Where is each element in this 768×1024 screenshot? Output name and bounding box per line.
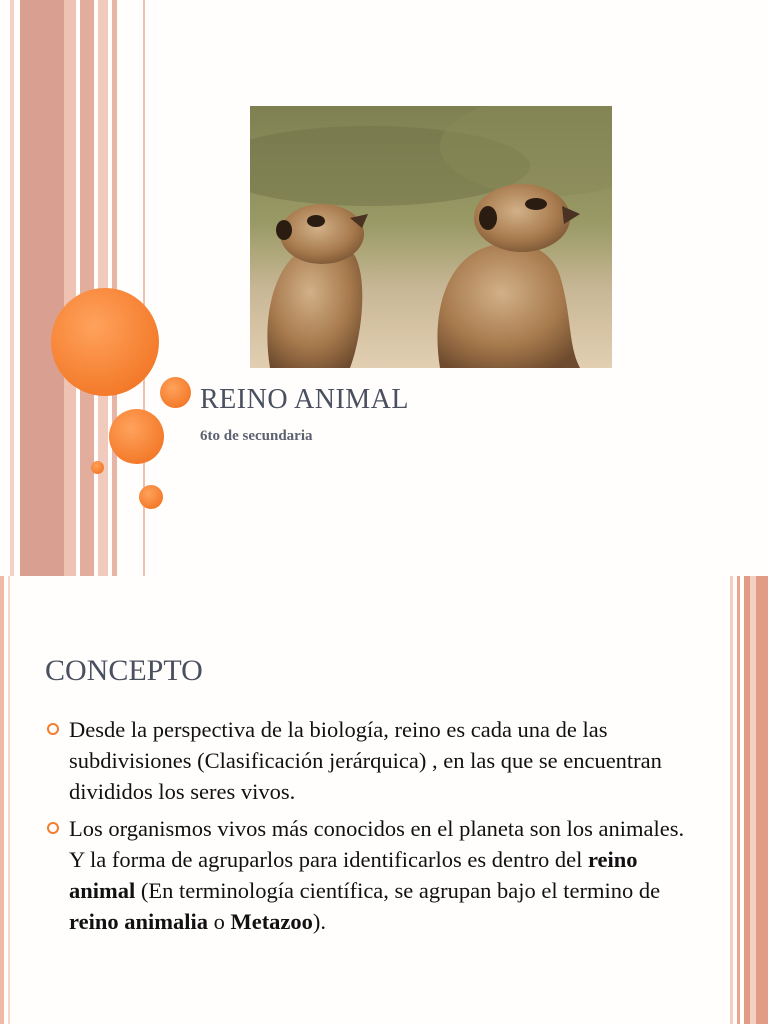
bullet-text-part: Los organismos vivos más conocidos en el planeta son los animales. Y la forma de agruparlos para identificarlos es dentro del: [69, 816, 685, 872]
decorative-stripe: [64, 0, 76, 576]
bullet-text-part: (En terminología científica, se agrupan bajo el termino de: [135, 878, 661, 903]
decorative-stripe: [744, 576, 768, 1024]
decorative-stripe: [0, 576, 4, 1024]
bullet-text-part: ).: [312, 909, 327, 934]
bullet-item: [45, 813, 685, 937]
decorative-stripe: [750, 576, 756, 1024]
decorative-stripe: [730, 576, 733, 1024]
slide-concept: [0, 576, 768, 1024]
bold-term: reino animal: [69, 847, 638, 903]
bold-term: Metazoo: [230, 909, 313, 934]
decorative-circle: [109, 409, 164, 464]
decorative-stripe: [20, 0, 64, 576]
bullet-circle-icon: [47, 822, 59, 834]
decorative-circle: [139, 485, 163, 509]
decorative-circle: [91, 461, 104, 474]
slide-subtitle-text: 6to de secundaria: [200, 428, 313, 444]
bullet-text: Desde la perspectiva de la biología, reino es cada una de las subdivisiones (Clasificación jerárquica) , en las que se encuentran divididos los seres vivos.: [69, 717, 662, 804]
slide-heading: CONCEPTO: [45, 654, 203, 687]
bold-term: reino animalia: [69, 909, 208, 934]
decorative-stripe: [737, 576, 740, 1024]
bullet-text-part: o: [207, 909, 231, 934]
bullet-list: [45, 714, 685, 943]
bullet-item: [45, 714, 685, 807]
slide-title-text: REINO ANIMAL: [200, 384, 409, 415]
decorative-stripe: [10, 0, 14, 576]
bullet-circle-icon: [47, 723, 59, 735]
decorative-circle: [51, 288, 159, 396]
decorative-stripe: [8, 576, 10, 1024]
meerkat-photo: [250, 106, 612, 368]
decorative-circle: [160, 377, 191, 408]
decorative-stripe: [80, 0, 94, 576]
